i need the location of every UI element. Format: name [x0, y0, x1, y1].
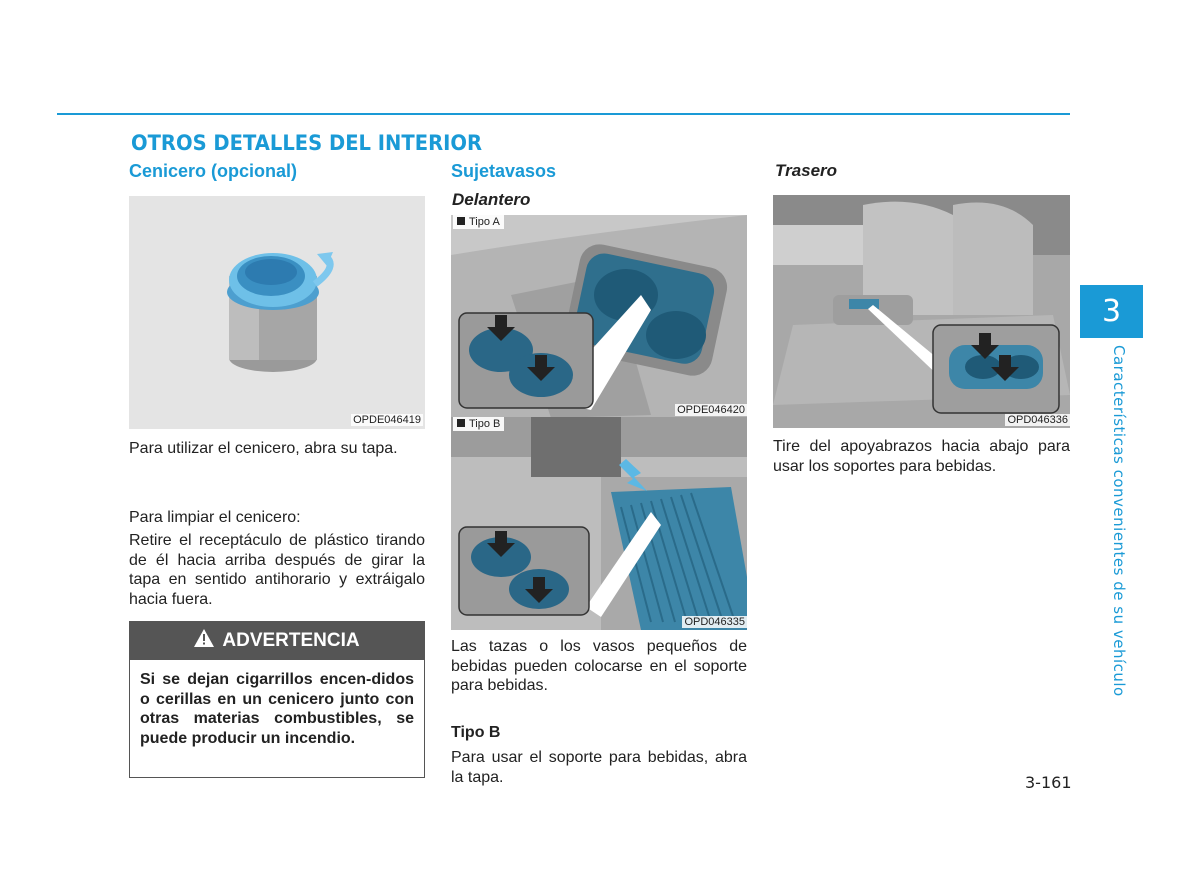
- front-subheading: Delantero: [452, 190, 531, 209]
- header-rule: [57, 113, 1070, 115]
- tipo-b-text: Para usar el soporte para bebidas, abra la tapa.: [451, 749, 747, 786]
- type-b-tag: Tipo B: [453, 417, 504, 431]
- square-bullet-icon: [457, 217, 465, 225]
- section-title: OTROS DETALLES DEL INTERIOR: [131, 131, 483, 155]
- chapter-number-tab: 3: [1080, 285, 1143, 338]
- warning-box: [129, 621, 425, 778]
- warning-text: Si se dejan cigarrillos encen-didos o cerillas en un cenicero junto con otras materias combustibles, se puede producir un incendio.: [140, 671, 414, 747]
- ashtray-figure: [129, 196, 425, 429]
- figure-code: OPDE046419: [353, 414, 421, 426]
- rear-cupholder-text: Tire del apoyabrazos hacia abajo para usar los soportes para bebidas.: [773, 438, 1070, 475]
- cupholder-description: Las tazas o los vasos pequeños de bebidas pueden colocarse en el soporte para bebidas.: [451, 638, 747, 694]
- rear-cupholder-figure: [773, 195, 1070, 428]
- warning-triangle-icon: [194, 629, 214, 653]
- figure-code: OPD046336: [1007, 414, 1068, 426]
- tipo-b-heading: Tipo B: [451, 724, 501, 741]
- warning-title: ADVERTENCIA: [222, 630, 360, 651]
- page-number: 3-161: [1025, 773, 1072, 792]
- figure-code: OPD046335: [684, 616, 745, 628]
- warning-header: [130, 622, 424, 660]
- rear-subheading: Trasero: [775, 161, 838, 180]
- ashtray-heading: Cenicero (opcional): [129, 161, 298, 181]
- cupholder-heading: Sujetavasos: [451, 161, 557, 181]
- ashtray-clean-intro: Para limpiar el cenicero:: [129, 509, 301, 526]
- square-bullet-icon: [457, 419, 465, 427]
- type-a-tag: Tipo A: [453, 215, 504, 229]
- figure-code: OPDE046420: [677, 404, 745, 416]
- ashtray-clean-steps: Retire el receptáculo de plástico tirando de él hacia arriba después de girar la tapa en sentido antihorario y extráigalo hacia fuera.: [129, 532, 425, 608]
- front-cupholder-figure-b: [451, 417, 747, 630]
- ashtray-usage-text: Para utilizar el cenicero, abra su tapa.: [129, 440, 398, 457]
- chapter-title: Características convenientes de su vehículo: [1110, 345, 1128, 697]
- front-cupholder-figure-a: [451, 215, 747, 418]
